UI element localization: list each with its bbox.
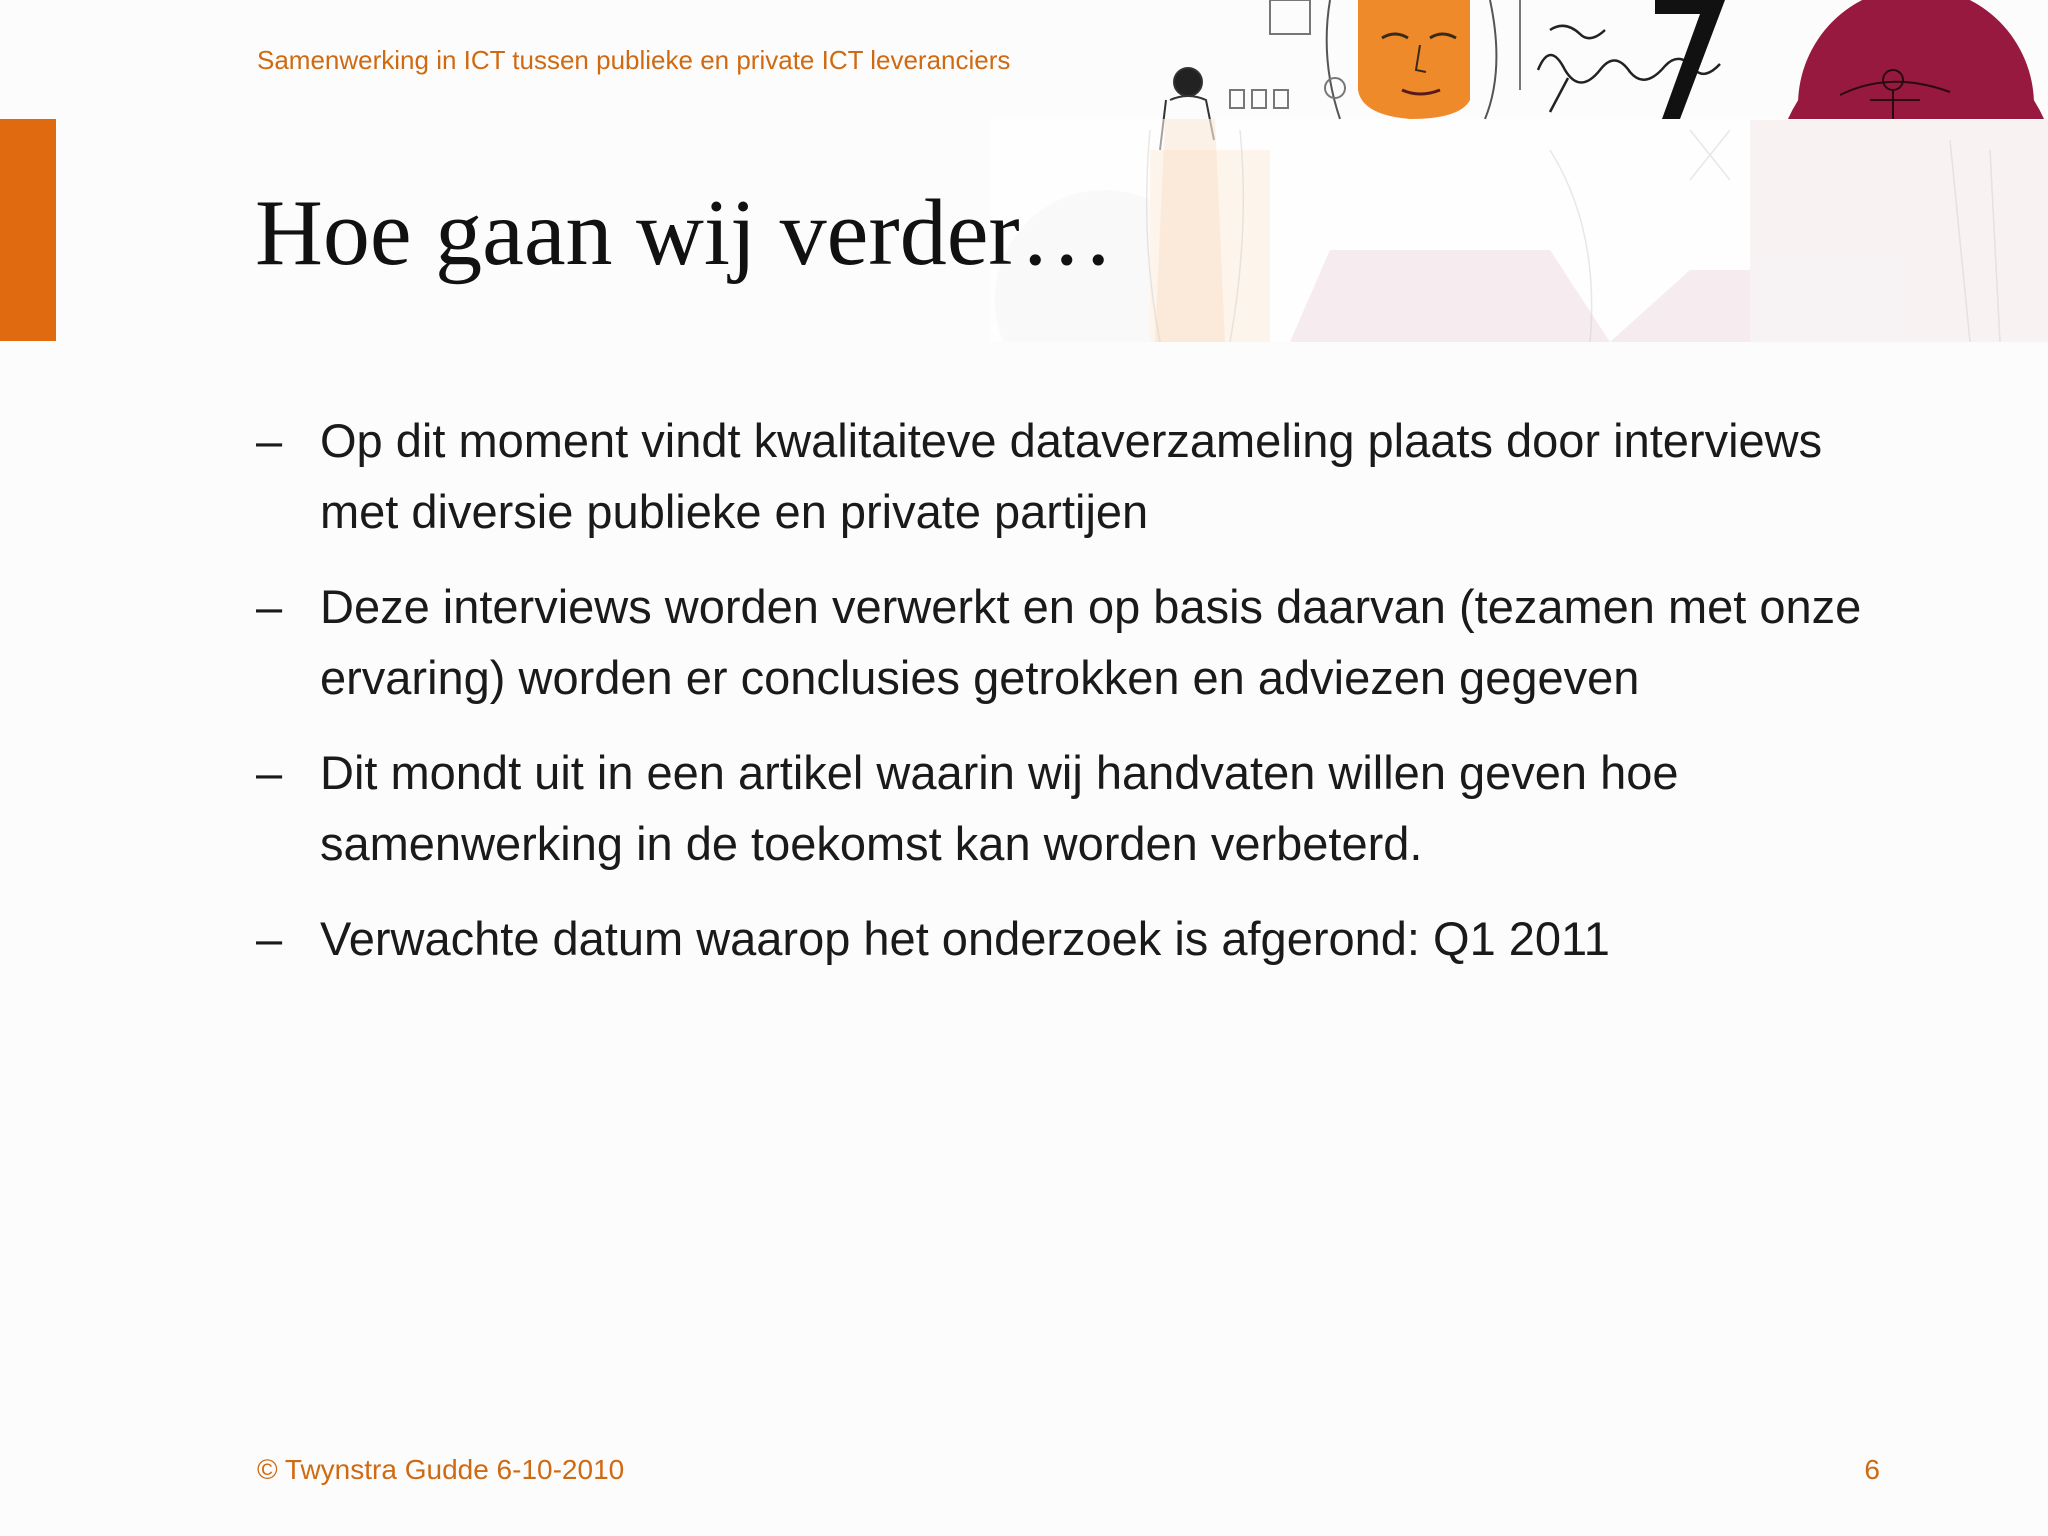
bullet-text: Deze interviews worden verwerkt en op basis daarvan (tezamen met onze ervaring) worden er conclusies getrokken en adviezen gegeven bbox=[320, 580, 1862, 704]
bullet-item bbox=[252, 903, 1912, 974]
bullet-item bbox=[252, 571, 1912, 713]
bullet-list bbox=[252, 405, 1912, 998]
bullet-item bbox=[252, 737, 1912, 879]
page-number: 6 bbox=[1864, 1454, 1880, 1485]
dash-icon: – bbox=[256, 912, 283, 965]
footer-copyright: © Twynstra Gudde 6-10-2010 bbox=[257, 1454, 625, 1485]
dash-icon: – bbox=[256, 746, 283, 799]
slide-title: Hoe gaan wij verder… bbox=[255, 181, 1114, 285]
accent-bar bbox=[0, 119, 56, 341]
bullet-item bbox=[252, 405, 1912, 547]
header-illustration bbox=[990, 0, 2048, 342]
dash-icon: – bbox=[256, 580, 283, 633]
bullet-text: Op dit moment vindt kwalitaiteve dataverzameling plaats door interviews met diversie publieke en private partijen bbox=[320, 414, 1823, 538]
bullet-text: Verwachte datum waarop het onderzoek is afgerond: Q1 2011 bbox=[320, 912, 1610, 965]
bullet-text: Dit mondt uit in een artikel waarin wij handvaten willen geven hoe samenwerking in de toekomst kan worden verbeterd. bbox=[320, 746, 1679, 870]
header-subtitle: Samenwerking in ICT tussen publieke en private ICT leveranciers bbox=[257, 45, 1011, 75]
dash-icon: – bbox=[256, 414, 283, 467]
